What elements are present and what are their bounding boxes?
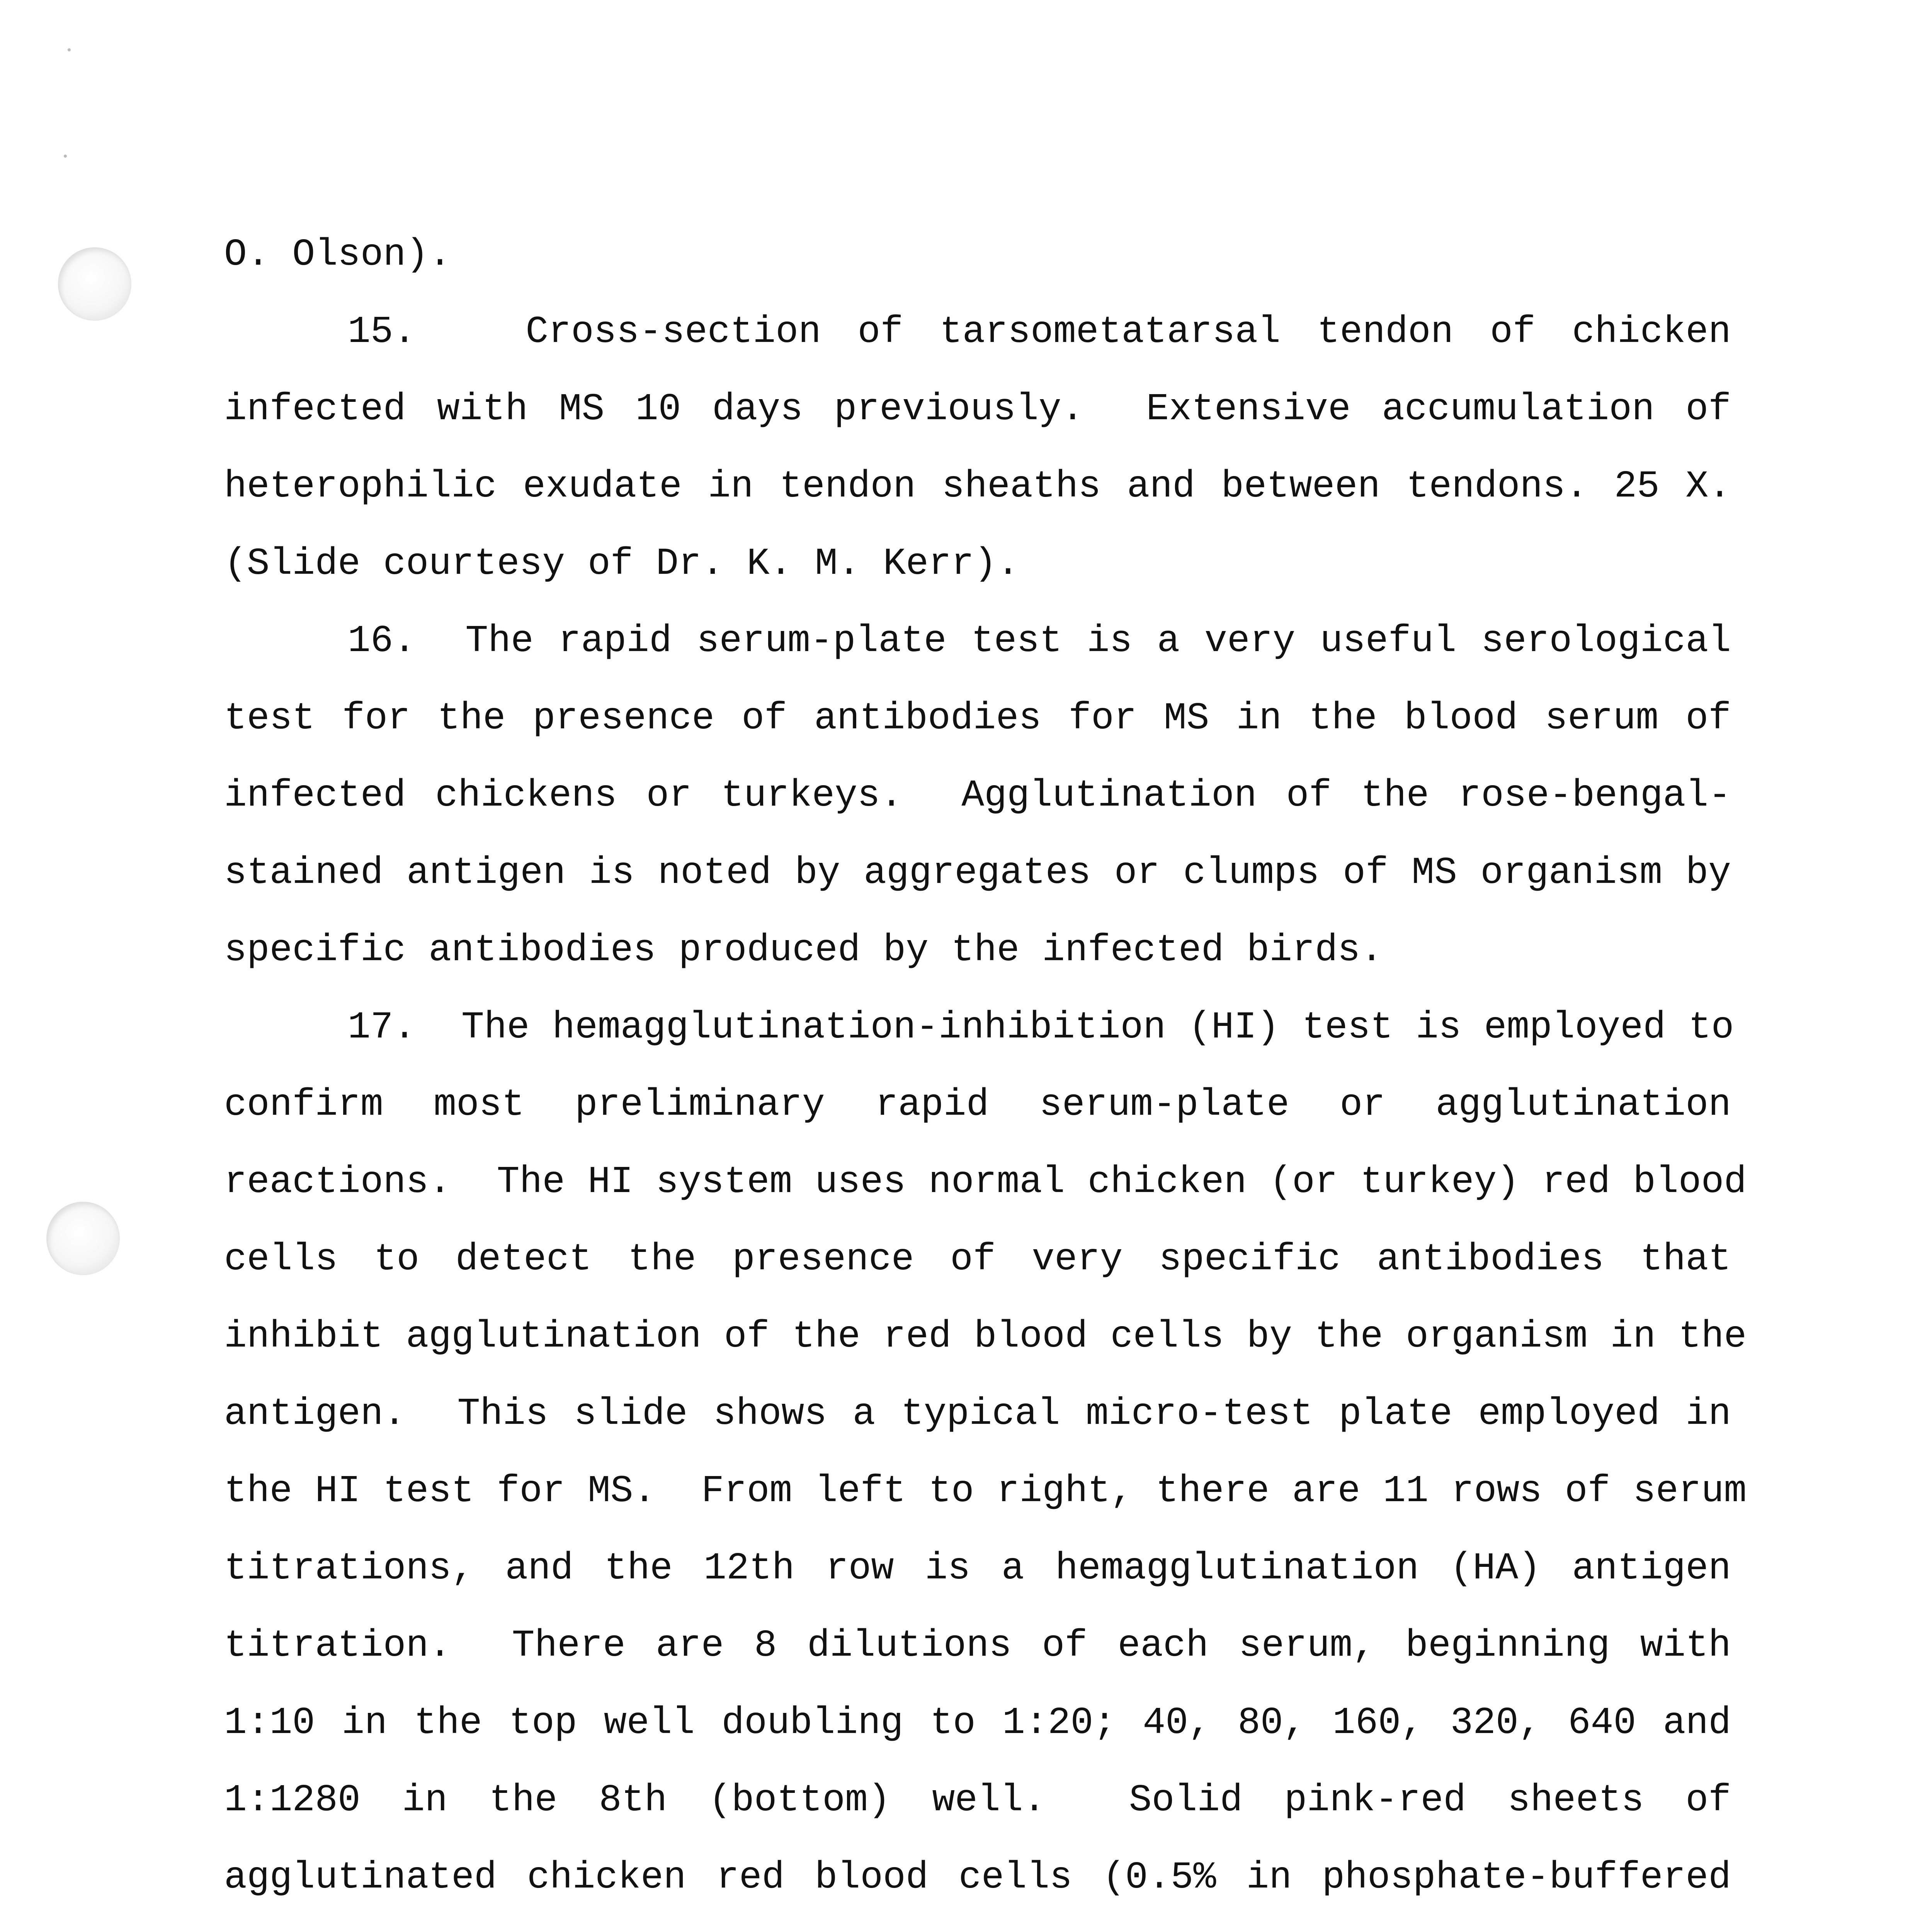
text-line: infected chickens or turkeys. Agglutination of the rose-bengal- bbox=[224, 774, 1731, 817]
text-line: 1:1280 in the 8th (bottom) well. Solid pink-red sheets of bbox=[224, 1779, 1731, 1822]
scan-speck bbox=[68, 48, 71, 51]
text-line: reactions. The HI system uses normal chicken (or turkey) red blood bbox=[224, 1161, 1747, 1204]
text-line: 15. Cross-section of tarsometatarsal tendon of chicken bbox=[348, 311, 1731, 354]
text-line: O. Olson). bbox=[224, 233, 452, 276]
text-line: test for the presence of antibodies for MS in the blood serum of bbox=[224, 697, 1731, 740]
text-line: titrations, and the 12th row is a hemagglutination (HA) antigen bbox=[224, 1547, 1731, 1590]
text-line: specific antibodies produced by the infected birds. bbox=[224, 929, 1383, 972]
text-line: stained antigen is noted by aggregates or clumps of MS organism by bbox=[224, 852, 1731, 895]
text-line: heterophilic exudate in tendon sheaths and between tendons. 25 X. bbox=[224, 465, 1731, 508]
text-line: antigen. This slide shows a typical micro-test plate employed in bbox=[224, 1393, 1731, 1435]
punch-hole-middle bbox=[46, 1202, 120, 1275]
text-line: confirm most preliminary rapid serum-plate or agglutination bbox=[224, 1083, 1731, 1126]
text-line: cells to detect the presence of very specific antibodies that bbox=[224, 1238, 1731, 1281]
text-line: agglutinated chicken red blood cells (0.5% in phosphate-buffered bbox=[224, 1856, 1731, 1899]
text-line: 1:10 in the top well doubling to 1:20; 40, 80, 160, 320, 640 and bbox=[224, 1702, 1731, 1745]
text-line: titration. There are 8 dilutions of each serum, beginning with bbox=[224, 1624, 1731, 1667]
text-line: 16. The rapid serum-plate test is a very useful serological bbox=[348, 620, 1731, 663]
scan-speck bbox=[64, 155, 67, 158]
text-line: (Slide courtesy of Dr. K. M. Kerr). bbox=[224, 543, 1020, 585]
text-line: infected with MS 10 days previously. Extensive accumulation of bbox=[224, 388, 1731, 431]
text-line: the HI test for MS. From left to right, there are 11 rows of serum bbox=[224, 1470, 1747, 1513]
punch-hole-top bbox=[58, 247, 131, 321]
text-line: 17. The hemagglutination-inhibition (HI) test is employed to bbox=[348, 1006, 1734, 1049]
text-line: inhibit agglutination of the red blood cells by the organism in the bbox=[224, 1315, 1747, 1358]
